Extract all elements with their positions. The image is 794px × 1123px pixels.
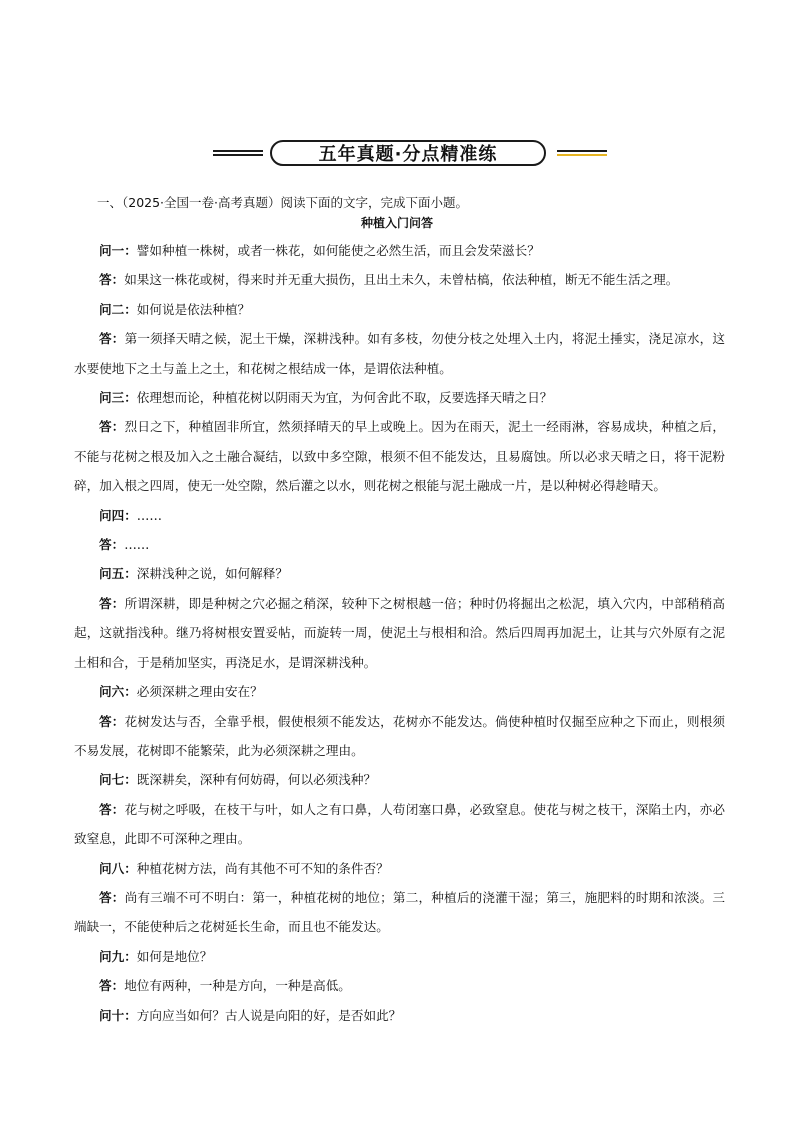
paragraph-label: 问四： <box>99 507 137 523</box>
paragraph-text: 依理想而论，种植花树以阴雨天为宜，为何舍此不取，反要选择天晴之日？ <box>136 390 553 406</box>
paragraph <box>74 501 725 530</box>
line-1 <box>557 150 607 152</box>
paragraph <box>74 942 725 971</box>
paragraph <box>74 559 725 588</box>
paragraph <box>74 765 725 794</box>
paragraph-label: 问六： <box>99 684 137 700</box>
paragraph <box>74 295 725 324</box>
paragraph-label: 问七： <box>99 772 137 788</box>
paragraph-text: 深耕浅种之说，如何解释？ <box>136 566 288 582</box>
line-2 <box>213 154 263 156</box>
article-title: 种植入门问答 <box>360 216 433 230</box>
paragraph-text: 种植花树方法，尚有其他不可不知的条件否？ <box>136 860 389 876</box>
paragraph <box>74 1001 725 1030</box>
paragraph-text: 花与树之呼吸，在枝干与叶，如人之有口鼻，人苟闭塞口鼻，必致窒息。使花与树之枝干，深陷土内，亦必致窒息，此即不可深种之理由。 <box>74 801 726 847</box>
paragraph-text: 如何是地位？ <box>136 948 213 964</box>
paragraph <box>74 677 725 706</box>
paragraph <box>74 971 725 1000</box>
paragraph-text: 必须深耕之理由安在？ <box>136 684 263 700</box>
paragraph-label: 答： <box>99 713 125 729</box>
paragraph-text: 譬如种植一株树，或者一株花，如何能使之必然生活，而且会发荣滋长？ <box>136 243 540 258</box>
paragraph-text: 如何说是依法种植？ <box>136 301 251 317</box>
paragraph <box>74 854 725 883</box>
page-title: 五年真题·分点精准练 <box>270 140 546 166</box>
article-body <box>74 236 725 1030</box>
paragraph-label: 问八： <box>99 860 137 876</box>
paragraph-label: 答： <box>99 595 125 611</box>
paragraph <box>74 265 725 294</box>
line-1 <box>213 150 263 152</box>
paragraph <box>74 236 725 265</box>
paragraph-text: 既深耕矣，深种有何妨碍，何以必须浅种？ <box>136 772 377 788</box>
paragraph-label: 问三： <box>99 390 137 406</box>
paragraph <box>74 707 725 766</box>
paragraph-label: 问九： <box>99 948 137 964</box>
paragraph-label: 答： <box>99 272 125 288</box>
paragraph-label: 答： <box>99 978 125 994</box>
paragraph-label: 问十： <box>99 1007 137 1023</box>
paragraph-text: 如果这一株花或树，得来时并无重大损伤，且出土未久，未曾枯槁，依法种植，断无不能生活之理。 <box>124 272 679 288</box>
paragraph-label: 答： <box>99 801 125 817</box>
paragraph-text: …… <box>136 507 162 523</box>
paragraph-label: 答： <box>99 889 125 905</box>
paragraph-label: 问五： <box>99 566 137 582</box>
paragraph-label: 答： <box>99 419 125 435</box>
paragraph <box>74 530 725 559</box>
paragraph-text: 第一须择天晴之候，泥土干燥，深耕浅种。如有多枝，勿使分枝之处埋入土内，将泥土捶实，浇足凉水，这水要使地下之土与盖上之土，和花树之根结成一体，是谓依法种植。 <box>74 331 726 376</box>
paragraph-text: 烈日之下，种植固非所宜，然须择晴天的早上或晚上。因为在雨天，泥土一经雨淋，容易成块，种植之后，不能与花树之根及加入之土融合凝结，以致中多空隙，根须不但不能发达，且易腐蚀。所以必求天晴之日，将干泥粉碎，加入根之四周，使无一处空隙，然后灌之以水，则花树之根能与泥土融成一片，是以种树必得趁晴天。 <box>74 419 726 494</box>
paragraph-text: 地位有两种，一种是方向，一种是高低。 <box>124 978 351 994</box>
paragraph-label: 答： <box>99 331 125 347</box>
paragraph-text: …… <box>124 537 150 553</box>
paragraph-text: 所谓深耕，即是种树之穴必掘之稍深，较种下之树根越一倍；种时仍将掘出之松泥，填入穴内，中部稍稍高起，这就指浅种。继乃将树根安置妥帖，而旋转一周，使泥土与根相和洽。然后四周再加泥土，让其与穴外原有之泥土相和合，于是稍加坚实，再浇足水，是谓深耕浅种。 <box>74 595 726 670</box>
question-intro: 一、（2025·全国一卷·高考真题）阅读下面的文字，完成下面小题。 <box>97 195 469 210</box>
paragraph-text: 方向应当如何？古人说是向阳的好，是否如此？ <box>136 1007 402 1023</box>
paragraph-label: 问二： <box>99 301 137 317</box>
paragraph <box>74 383 725 412</box>
paragraph <box>74 883 725 942</box>
line-2 <box>557 154 607 156</box>
paragraph-label: 答： <box>99 537 125 553</box>
paragraph-text: 花树发达与否，全靠乎根，假使根须不能发达，花树亦不能发达。倘使种植时仅掘至应种之下而止，则根须不易发展，花树即不能繁荣，此为必须深耕之理由。 <box>74 713 726 758</box>
paragraph <box>74 324 725 383</box>
section-header <box>0 139 794 169</box>
paragraph <box>74 412 725 500</box>
decorative-lines-left <box>213 150 263 158</box>
decorative-lines-right <box>557 150 607 158</box>
paragraph-label: 问一： <box>99 243 137 258</box>
paragraph <box>74 589 725 677</box>
paragraph <box>74 795 725 854</box>
paragraph-text: 尚有三端不可不明白：第一，种植花树的地位；第二，种植后的浇灌干湿；第三，施肥料的时期和浓淡。三端缺一，不能使种后之花树延长生命，而且也不能发达。 <box>74 889 726 935</box>
